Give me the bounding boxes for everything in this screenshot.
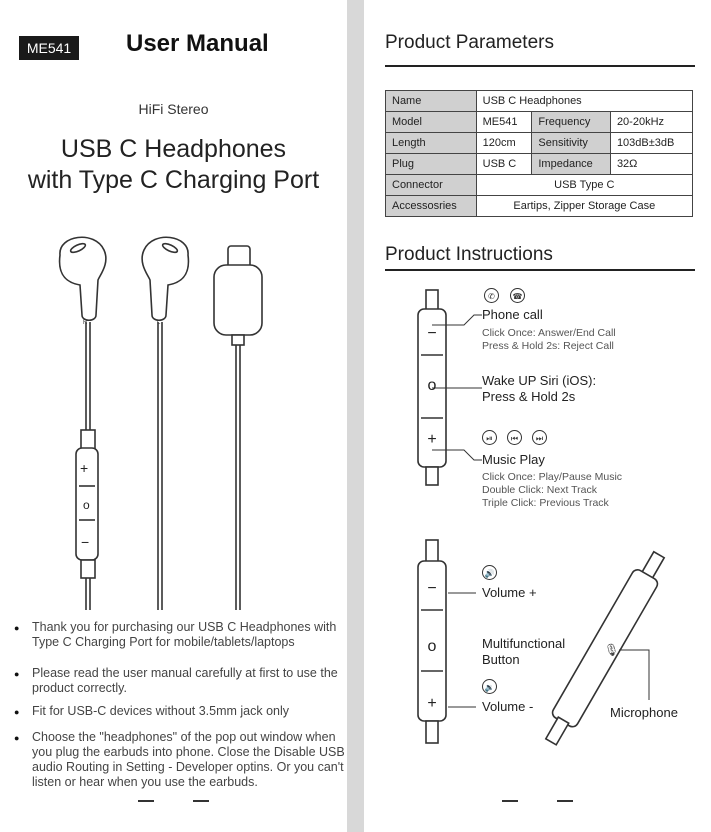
table-cell: Sensitivity (532, 133, 611, 154)
music-desc1: Click Once: Play/Pause Music (482, 471, 623, 483)
headphones-illustration (0, 230, 347, 610)
instructions-title-rule (385, 269, 695, 271)
table-cell: Frequency (532, 112, 611, 133)
table-row (386, 154, 693, 175)
table-cell: Impedance (532, 154, 611, 175)
remote-plus: + (80, 460, 89, 476)
music-desc2: Double Click: Next Track (482, 484, 597, 496)
play-pause-icon: ⏯ (482, 430, 497, 445)
page-marker (502, 800, 518, 802)
remote-o-button: o (427, 638, 437, 655)
table-cell: Name (386, 91, 477, 112)
table-row (386, 112, 693, 133)
table-cell: ME541 (476, 112, 532, 133)
page-marker (193, 800, 209, 802)
bullet-1: ● Thank you for purchasing our USB C Headphones with Type C Charging Port for mobile/tablets/laptops (14, 620, 352, 650)
remote-plus-button: + (427, 695, 437, 712)
phone-reject-icon: ☎ (510, 288, 525, 303)
table-row (386, 175, 693, 196)
table-cell: Connector (386, 175, 477, 196)
page-marker (557, 800, 573, 802)
remote-plus-button: + (427, 431, 437, 448)
phone-call-desc2: Press & Hold 2s: Reject Call (482, 340, 614, 352)
model-badge: ME541 (19, 36, 79, 60)
siri-line2: Press & Hold 2s (482, 389, 576, 404)
table-cell: 20-20kHz (610, 112, 692, 133)
microphone-label: Microphone (610, 705, 678, 720)
bullet-2: ● Please read the user manual carefully at first to use the product correctly. (14, 666, 352, 696)
volume-down-icon: 🔉 (482, 679, 497, 694)
params-title-rule (385, 65, 695, 67)
left-page (0, 0, 347, 832)
bullet-3: ● Fit for USB-C devices without 3.5mm jack only (14, 704, 352, 719)
table-cell: USB C (476, 154, 532, 175)
table-row (386, 91, 693, 112)
params-title: Product Parameters (385, 32, 554, 53)
multi-line2: Button (482, 652, 520, 667)
volume-up-icon: 🔊 (482, 565, 497, 580)
product-title (0, 134, 347, 196)
table-row (386, 133, 693, 154)
table-cell: Model (386, 112, 477, 133)
phone-answer-icon: ✆ (484, 288, 499, 303)
product-title-line2: with Type C Charging Port (27, 166, 320, 194)
phone-call-title: Phone call (482, 307, 543, 322)
table-cell: Length (386, 133, 477, 154)
bullet-4: ● Choose the "headphones" of the pop out window when you plug the earbuds into phone. Close the Disable USB audio Routing in Setting - Developer optins. Or you can't listen or hear when you use the earbuds. (14, 730, 352, 790)
instructions-title: Product Instructions (385, 244, 553, 265)
next-track-icon: ⏭ (532, 430, 547, 445)
remote-o-button: o (427, 377, 437, 394)
params-table (385, 90, 693, 217)
table-cell: USB Type C (476, 175, 692, 196)
remote-minus-button: − (427, 325, 437, 342)
music-desc3: Triple Click: Previous Track (482, 497, 609, 509)
earbud-right-mark: R (83, 320, 88, 326)
volume-up-label: Volume + (482, 585, 537, 600)
remote-minus: − (81, 534, 90, 550)
table-cell: 120cm (476, 133, 532, 154)
product-title-line1: USB C Headphones (60, 135, 287, 163)
multi-line1: Multifunctional (482, 636, 566, 651)
siri-line1: Wake UP Siri (iOS): (482, 373, 597, 388)
left-earbud (142, 237, 188, 610)
phone-call-desc1: Click Once: Answer/End Call (482, 327, 616, 339)
usb-c-plug (214, 246, 262, 610)
table-cell: 103dB±3dB (610, 133, 692, 154)
table-cell: 32Ω (610, 154, 692, 175)
table-cell: Plug (386, 154, 477, 175)
right-page (364, 0, 711, 832)
table-cell: USB C Headphones (476, 91, 692, 112)
music-title: Music Play (482, 452, 545, 467)
subtitle: HiFi Stereo (138, 101, 209, 117)
remote-o: o (83, 498, 90, 512)
table-cell: Eartips, Zipper Storage Case (476, 196, 692, 217)
previous-track-icon: ⏮ (507, 430, 522, 445)
page-marker (138, 800, 154, 802)
earbud-left-mark: L (157, 320, 161, 326)
table-row (386, 196, 693, 217)
table-cell: Accessosries (386, 196, 477, 217)
volume-down-label: Volume - (482, 699, 534, 714)
manual-title: User Manual (126, 30, 269, 57)
remote-minus-button: − (427, 580, 437, 597)
microphone-icon: 🎙 (604, 643, 620, 657)
